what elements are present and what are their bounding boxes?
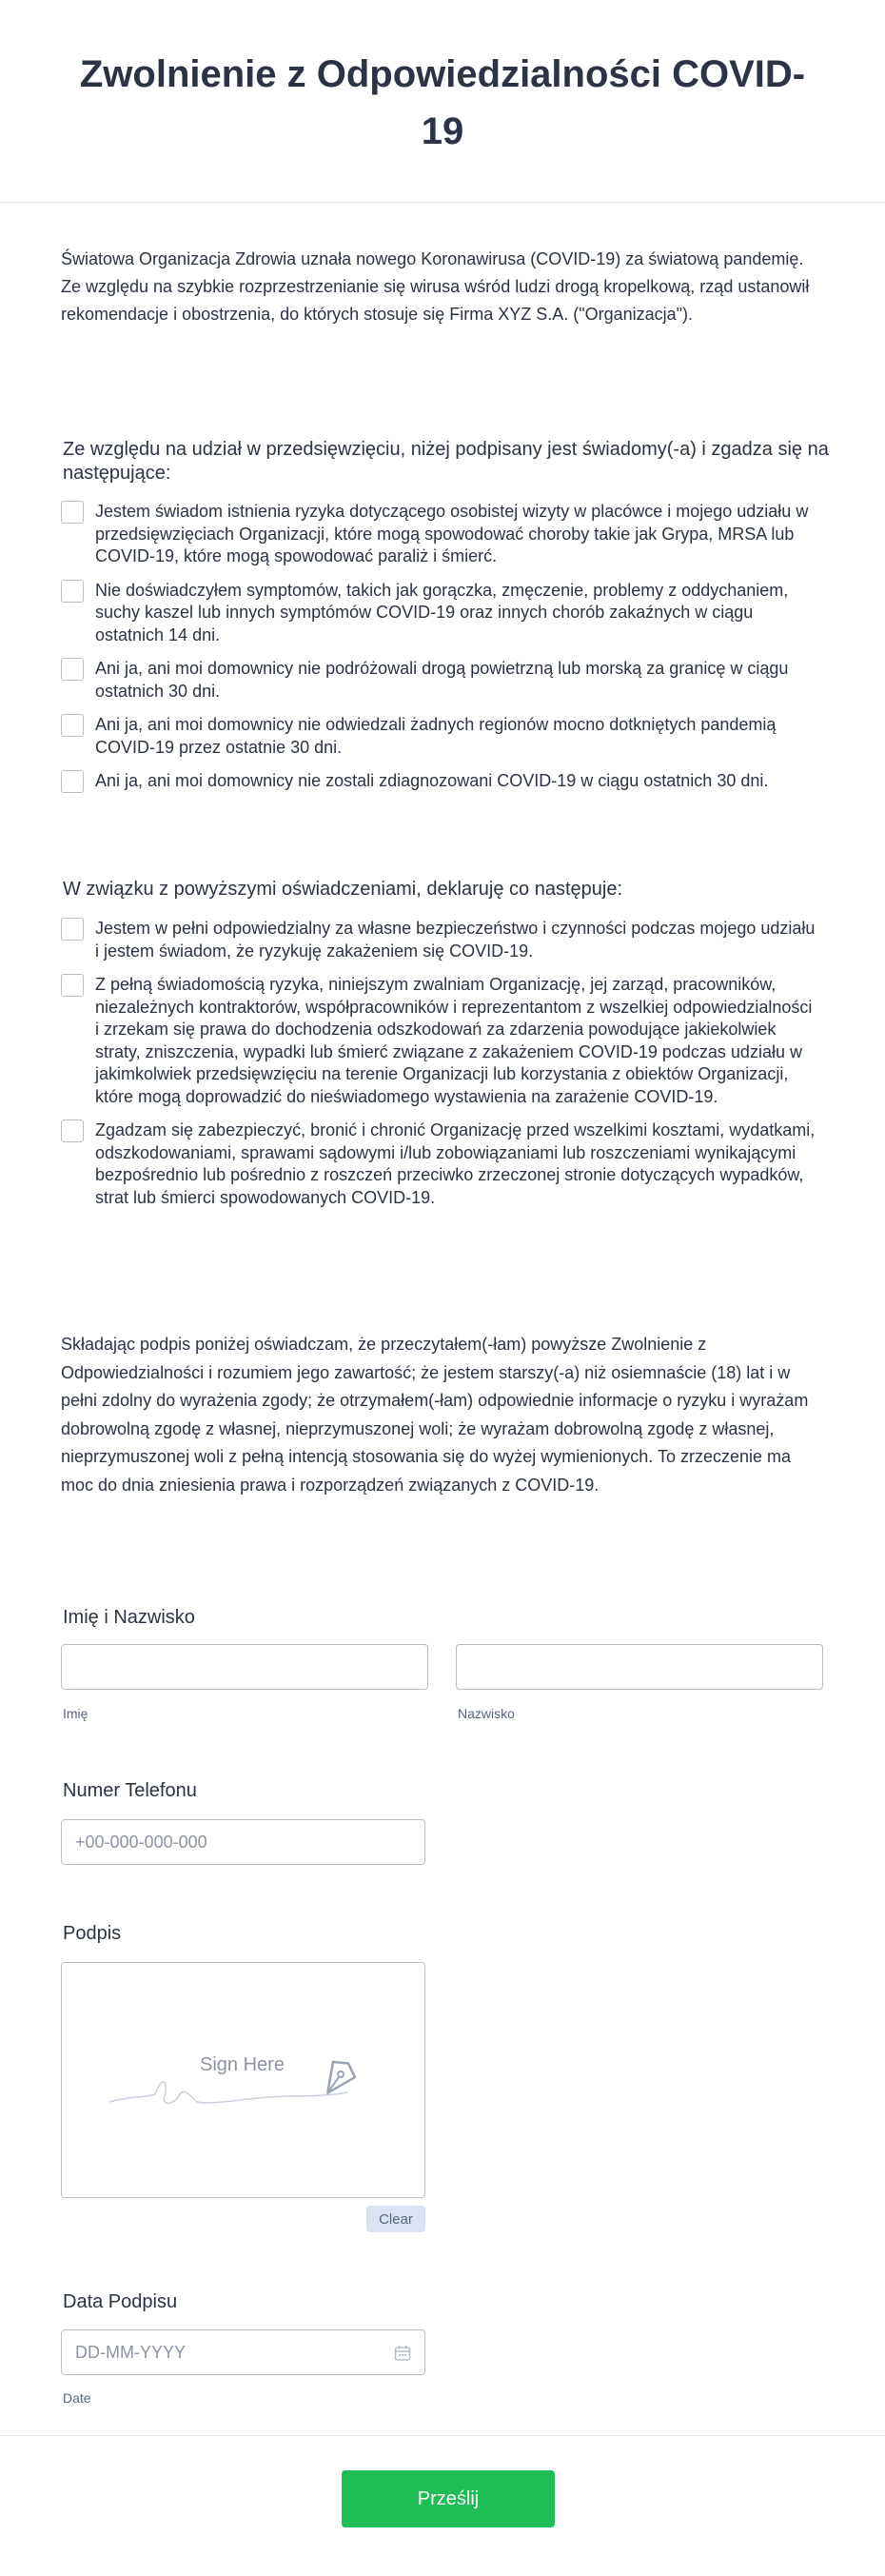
first-name-input[interactable] <box>61 1644 428 1690</box>
name-label: Imię i Nazwisko <box>63 1607 195 1628</box>
date-label: Data Podpisu <box>63 2291 178 2312</box>
checkbox[interactable] <box>61 580 84 603</box>
phone-label: Numer Telefonu <box>63 1780 197 1801</box>
checkbox[interactable] <box>61 714 84 737</box>
signature-label: Podpis <box>63 1923 122 1944</box>
checkbox[interactable] <box>61 770 84 793</box>
section2-title: W związku z powyższymi oświadczeniami, deklaruję co następuje: <box>63 879 623 900</box>
form-header <box>0 0 885 203</box>
checkbox-option[interactable] <box>61 974 832 1108</box>
last-name-input[interactable] <box>456 1644 823 1690</box>
checkbox-option[interactable] <box>61 714 832 759</box>
checkbox[interactable] <box>61 918 84 941</box>
checkbox-label[interactable]: Z pełną świadomością ryzyka, niniejszym zwalniam Organizację, jej zarząd, pracowników, niezależnych kontraktorów, współpracowników i reprezentantom z wszelkiej odpowiedzialności i zrzekam się prawa do dochodzenia odszkodowań za zdarzenia powodujące jakiekolwiek straty, zniszczenia, wypadki lub śmierć związane z zakażeniem COVID-19 podczas udziału w jakimkolwiek przedsięwzięciu na terenie Organizacji lub korzystania z obiektów Organizacji, które mogą doprowadzić do nieświadomego wystawienia na zarażenie COVID-19. <box>95 975 813 1106</box>
checkbox-option[interactable] <box>61 1120 832 1209</box>
date-input[interactable] <box>61 2329 425 2375</box>
clear-signature-button[interactable]: Clear <box>366 2206 425 2232</box>
checkbox-option[interactable] <box>61 580 832 647</box>
checkbox[interactable] <box>61 1120 84 1142</box>
footer-divider <box>0 2435 885 2436</box>
signature-hint: Sign Here <box>200 2054 285 2075</box>
checkbox-label[interactable]: Ani ja, ani moi domownicy nie odwiedzali żadnych regionów mocno dotkniętych pandemią COVID-19 przez ostatnie 30 dni. <box>95 715 777 757</box>
date-sublabel: Date <box>63 2390 91 2406</box>
signature-pad[interactable] <box>61 1962 425 2198</box>
checkbox[interactable] <box>61 974 84 997</box>
section1-title: Ze względu na udział w przedsięwzięciu, niżej podpisany jest świadomy(-a) i zgadza się na następujące: <box>63 439 829 484</box>
intro-paragraph: Światowa Organizacja Zdrowia uznała nowego Koronawirusa (COVID-19) za światową pandemię. Ze względu na szybkie rozprzestrzenianie się wirusa wśród ludzi drogą kropelkową, rząd ustanowił rekomendacje i obostrzenia, do których stosuje się Firma XYZ S.A. ("Organizacja"). <box>61 249 810 324</box>
date-placeholder: DD-MM-YYYY <box>75 2342 186 2362</box>
checkbox-label[interactable]: Jestem świadom istnienia ryzyka dotyczącego osobistej wizyty w placówce i mojego udziału w przedsięwzięciach Organizacji, które mogą spowodować choroby takie jak Grypa, MRSA lub COVID-19, które mogą spowodować paraliż i śmierć. <box>95 502 809 565</box>
last-name-sublabel: Nazwisko <box>458 1706 515 1721</box>
declaration-paragraph: Składając podpis poniżej oświadczam, że przeczytałem(-łam) powyższe Zwolnienie z Odpowiedzialności i rozumiem jego zawartość; że jestem starszy(-a) niż osiemnaście (18) lat i w pełni zdolny do wyrażenia zgody; że otrzymałem(-łam) odpowiednie informacje o ryzyku i wyrażam dobrowolną zgodę z własnej, nieprzymuszonej woli; że wyrażam dobrowolną zgodę z własnej, nieprzymuszonej woli z pełną intencją stosowania się do wyżej wymienionych. To zrzeczenie ma moc do dnia zniesienia prawa i rozporządzeń związanych z COVID-19. <box>61 1335 809 1495</box>
section2-checklist <box>61 918 832 1220</box>
phone-input[interactable]: +00-000-000-000 <box>61 1819 425 1865</box>
checkbox-label[interactable]: Jestem w pełni odpowiedzialny za własne bezpieczeństwo i czynności podczas mojego udziału i jestem świadom, że ryzykuję zakażeniem się COVID-19. <box>95 919 816 961</box>
checkbox-option[interactable] <box>61 770 832 793</box>
checkbox[interactable] <box>61 501 84 524</box>
checkbox-label[interactable]: Ani ja, ani moi domownicy nie podróżowali drogą powietrzną lub morską za granicę w ciągu ostatnich 30 dni. <box>95 659 789 701</box>
first-name-sublabel: Imię <box>63 1706 88 1721</box>
page-title: Zwolnienie z Odpowiedzialności COVID-19 <box>79 53 806 152</box>
checkbox-label[interactable]: Ani ja, ani moi domownicy nie zostali zdiagnozowani COVID-19 w ciągu ostatnich 30 dni. <box>95 771 769 790</box>
signature-guide <box>62 1963 426 2199</box>
calendar-icon[interactable] <box>394 2345 411 2362</box>
checkbox-label[interactable]: Zgadzam się zabezpieczyć, bronić i chronić Organizację przed wszelkimi kosztami, wydatkami, odszkodowaniami, sprawami sądowymi i/lub zobowiązaniami lub roszczeniami wynikającymi bezpośrednio lub pośrednio z roszczeń przeciwko zrzeczonej stronie dotyczących wypadków, strat lub śmierci spowodowanych COVID-19. <box>95 1120 816 1207</box>
checkbox[interactable] <box>61 658 84 681</box>
checkbox-option[interactable] <box>61 918 832 962</box>
submit-button[interactable]: Prześlij <box>342 2470 555 2527</box>
checkbox-label[interactable]: Nie doświadczyłem symptomów, takich jak gorączka, zmęczenie, problemy z oddychaniem, suchy kaszel lub innych symptómów COVID-19 oraz innych chorób zakaźnych w ciągu ostatnich 14 dni. <box>95 580 789 644</box>
checkbox-option[interactable] <box>61 658 832 703</box>
section1-checklist <box>61 501 832 804</box>
checkbox-option[interactable] <box>61 501 832 568</box>
